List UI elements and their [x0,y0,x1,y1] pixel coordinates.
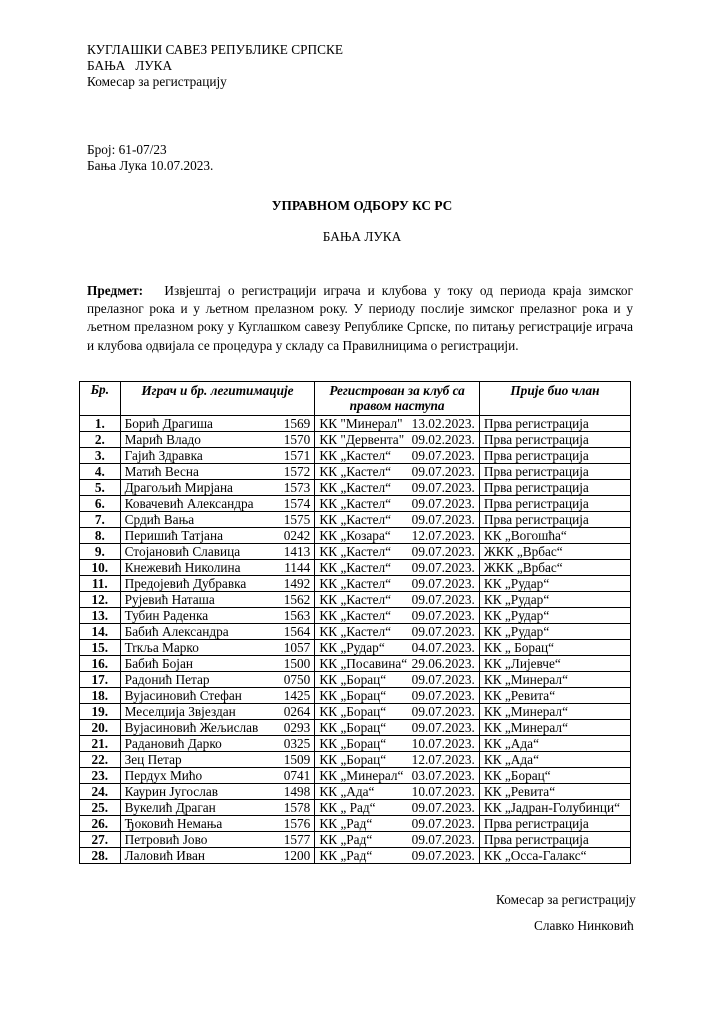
letterhead [87,42,343,90]
row-number: 21. [80,736,121,752]
row-number: 10. [80,560,121,576]
club-cell [315,544,480,560]
registration-date: 03.07.2023. [411,768,475,783]
registration-date: 12.07.2023. [411,752,475,767]
license-number: 1578 [283,800,311,815]
club-name: КК „Борац“ [319,720,387,735]
table-row [80,784,631,800]
player-name: Кнежевић Николина [124,560,241,575]
club-cell [315,592,480,608]
previous-club: Прва регистрација [479,512,630,528]
license-number: 1571 [283,448,311,463]
table-row [80,800,631,816]
license-number: 0741 [283,768,311,783]
table-row [80,544,631,560]
previous-club: КК „Минерал“ [479,704,630,720]
previous-club: Прва регистрација [479,432,630,448]
club-cell [315,512,480,528]
reference-number: Број: 61-07/23 [87,142,167,157]
row-number: 28. [80,848,121,864]
player-cell [120,464,315,480]
player-cell [120,784,315,800]
license-number: 0242 [283,528,311,543]
player-name: Бабић Бојан [124,656,193,671]
club-name: КК „Кастел“ [319,544,392,559]
column-header-club [315,382,480,416]
previous-club: КК „Рудар“ [479,576,630,592]
previous-club: КК „Борац“ [479,768,630,784]
club-name: КК „Рудар“ [319,640,385,655]
table-row [80,736,631,752]
table-row [80,720,631,736]
club-cell [315,816,480,832]
player-cell [120,800,315,816]
org-city: БАЊА ЛУКА [87,58,173,73]
license-number: 1509 [283,752,311,767]
table-row [80,688,631,704]
player-cell [120,752,315,768]
row-number: 11. [80,576,121,592]
column-header-player: Играч и бр. легитимације [120,382,315,416]
player-name: Стојановић Славица [124,544,241,559]
registration-date: 09.07.2023. [411,800,475,815]
table-row [80,768,631,784]
player-cell [120,432,315,448]
row-number: 26. [80,816,121,832]
license-number: 1413 [283,544,311,559]
club-name: КК „Рад“ [319,832,373,847]
club-name: КК „Кастел“ [319,480,392,495]
table-row [80,448,631,464]
row-number: 16. [80,656,121,672]
previous-club: Прва регистрација [479,832,630,848]
club-name: КК „Кастел“ [319,592,392,607]
license-number: 1498 [283,784,311,799]
club-name: КК „Кастел“ [319,624,392,639]
place-date: Бања Лука 10.07.2023. [87,158,214,173]
club-name: КК „ Рад“ [319,800,376,815]
license-number: 0325 [283,736,311,751]
player-name: Петровић Јово [124,832,208,847]
registration-date: 12.07.2023. [411,528,475,543]
player-name: Борић Драгиша [124,416,213,431]
table-row [80,432,631,448]
previous-club: Прва регистрација [479,480,630,496]
table-row [80,752,631,768]
player-cell [120,768,315,784]
previous-club: КК „Ревита“ [479,784,630,800]
player-cell [120,480,315,496]
table-row [80,608,631,624]
club-name: КК „Кастел“ [319,576,392,591]
row-number: 17. [80,672,121,688]
table-row [80,576,631,592]
registration-date: 09.07.2023. [411,592,475,607]
club-name: КК „Козара“ [319,528,391,543]
table-row [80,528,631,544]
registration-table [79,381,631,864]
previous-club: КК „Ада“ [479,752,630,768]
registration-date: 09.07.2023. [411,560,475,575]
row-number: 22. [80,752,121,768]
reference-block [87,142,213,174]
row-number: 24. [80,784,121,800]
club-name: КК "Дервента" [319,432,405,447]
table-row [80,848,631,864]
license-number: 1200 [283,848,311,863]
player-cell [120,528,315,544]
club-cell [315,736,480,752]
previous-club: КК „ Борац“ [479,640,630,656]
registration-date: 13.02.2023. [411,416,475,431]
table-row [80,704,631,720]
registration-date: 09.07.2023. [411,576,475,591]
table-body [80,416,631,864]
player-cell [120,416,315,432]
club-cell [315,624,480,640]
previous-club: КК „Лијевче“ [479,656,630,672]
registration-date: 09.07.2023. [411,848,475,863]
player-cell [120,832,315,848]
player-name: Перишић Татјана [124,528,223,543]
license-number: 1564 [283,624,311,639]
club-name: КК „Борац“ [319,736,387,751]
signature-name: Славко Нинковић [534,918,634,933]
registration-date: 09.02.2023. [411,432,475,447]
player-name: Срдић Вања [124,512,195,527]
subject-paragraph [87,282,633,355]
previous-club: КК „Ада“ [479,736,630,752]
player-name: Бабић Александра [124,624,229,639]
player-cell [120,640,315,656]
license-number: 1570 [283,432,311,447]
registration-date: 09.07.2023. [411,704,475,719]
subject-label: Предмет: [87,283,144,298]
previous-club: ЖКК „Врбас“ [479,560,630,576]
previous-club: КК „Рудар“ [479,608,630,624]
player-name: Рујевић Наташа [124,592,215,607]
signature-role: Комесар за регистрацију [496,892,636,907]
license-number: 1500 [283,656,311,671]
player-cell [120,496,315,512]
club-cell [315,656,480,672]
table-row [80,816,631,832]
previous-club: Прва регистрација [479,464,630,480]
row-number: 13. [80,608,121,624]
registration-date: 09.07.2023. [411,832,475,847]
player-name: Предојевић Дубравка [124,576,247,591]
club-cell [315,608,480,624]
previous-club: КК „Вогошћа“ [479,528,630,544]
license-number: 1577 [283,832,311,847]
club-name: КК „Кастел“ [319,608,392,623]
table-row [80,672,631,688]
table-row [80,512,631,528]
player-name: Ђоковић Немања [124,816,223,831]
table-row [80,464,631,480]
player-name: Матић Весна [124,464,199,479]
club-cell [315,416,480,432]
license-number: 1563 [283,608,311,623]
player-name: Вујасиновић Жељислав [124,720,259,735]
row-number: 8. [80,528,121,544]
table-row [80,480,631,496]
club-cell [315,672,480,688]
row-number: 2. [80,432,121,448]
player-name: Вујасиновић Стефан [124,688,242,703]
column-header-number: Бр. [80,382,121,416]
row-number: 1. [80,416,121,432]
table-row [80,656,631,672]
previous-club: Прва регистрација [479,448,630,464]
player-cell [120,448,315,464]
license-number: 1575 [283,512,311,527]
registration-date: 09.07.2023. [411,688,475,703]
row-number: 23. [80,768,121,784]
player-name: Каурин Југослав [124,784,219,799]
club-name: КК „Рад“ [319,816,373,831]
player-name: Ковачевић Александра [124,496,254,511]
registration-date: 09.07.2023. [411,672,475,687]
player-cell [120,720,315,736]
license-number: 1573 [283,480,311,495]
row-number: 9. [80,544,121,560]
row-number: 15. [80,640,121,656]
license-number: 1492 [283,576,311,591]
player-cell [120,560,315,576]
club-name: КК „Борац“ [319,672,387,687]
subject-text: Извјештај о регистрацији играча и клубова у току од периода краја зимског прелазног рока и у љетном прелазном року. У периоду послије зимског прелазног рока и у љетном прелазном року у Куглашком савезу Републике Српске, по питању регистрације играча и клубова одвијала се процедура у складу са Правилницима о регистрацији. [87,283,633,353]
club-name: КК „Кастел“ [319,464,392,479]
club-cell [315,848,480,864]
club-cell [315,432,480,448]
previous-club: КК „Рудар“ [479,624,630,640]
club-name: КК „Борац“ [319,752,387,767]
registration-date: 09.07.2023. [411,464,475,479]
club-cell [315,528,480,544]
club-cell [315,704,480,720]
org-name: КУГЛАШКИ САВЕЗ РЕПУБЛИКЕ СРПСКЕ [87,42,343,57]
club-cell [315,448,480,464]
row-number: 14. [80,624,121,640]
club-cell [315,496,480,512]
club-cell [315,832,480,848]
row-number: 19. [80,704,121,720]
player-cell [120,736,315,752]
club-name: КК „Рад“ [319,848,373,863]
registration-date: 04.07.2023. [411,640,475,655]
player-name: Зец Петар [124,752,182,767]
player-cell [120,608,315,624]
addressee-title: УПРАВНОМ ОДБОРУ КС РС [271,198,453,213]
previous-club: КК „Рудар“ [479,592,630,608]
license-number: 1569 [283,416,311,431]
club-cell [315,480,480,496]
club-name: КК "Минерал" [319,416,403,431]
table-row [80,560,631,576]
license-number: 1572 [283,464,311,479]
player-name: Trкља Марко [124,640,199,655]
club-cell [315,640,480,656]
player-cell [120,848,315,864]
row-number: 3. [80,448,121,464]
table-row [80,640,631,656]
registration-date: 09.07.2023. [411,816,475,831]
license-number: 1057 [283,640,311,655]
previous-club: Прва регистрација [479,496,630,512]
registration-date: 09.07.2023. [411,624,475,639]
column-header-previous: Прије био члан [479,382,630,416]
previous-club: КК „Минерал“ [479,720,630,736]
player-name: Радановић Дарко [124,736,222,751]
player-cell [120,672,315,688]
row-number: 5. [80,480,121,496]
player-cell [120,816,315,832]
previous-club: Прва регистрација [479,416,630,432]
player-name: Вукелић Драган [124,800,216,815]
previous-club: КК „Ревита“ [479,688,630,704]
row-number: 27. [80,832,121,848]
license-number: 1576 [283,816,311,831]
table-row [80,832,631,848]
club-cell [315,720,480,736]
table-row [80,592,631,608]
club-name: КК „Кастел“ [319,560,392,575]
row-number: 20. [80,720,121,736]
club-name: КК „Кастел“ [319,448,392,463]
registration-date: 09.07.2023. [411,544,475,559]
table-row [80,624,631,640]
player-cell [120,512,315,528]
club-cell [315,464,480,480]
row-number: 4. [80,464,121,480]
registration-date: 10.07.2023. [411,736,475,751]
row-number: 6. [80,496,121,512]
player-cell [120,688,315,704]
registration-date: 09.07.2023. [411,720,475,735]
player-name: Драгољић Мирјана [124,480,233,495]
player-cell [120,624,315,640]
license-number: 0293 [283,720,311,735]
table-header-row [80,382,631,416]
registration-date: 09.07.2023. [411,496,475,511]
player-cell [120,544,315,560]
previous-club: КК „Осса-Галакс“ [479,848,630,864]
previous-club: КК „Јадран-Голубинци“ [479,800,630,816]
player-cell [120,592,315,608]
club-cell [315,800,480,816]
player-name: Лаловић Иван [124,848,206,863]
registration-date: 09.07.2023. [411,448,475,463]
license-number: 1144 [284,560,311,575]
club-cell [315,784,480,800]
club-name: КК „Посавина“ [319,656,408,671]
table-row [80,416,631,432]
player-name: Радонић Петар [124,672,210,687]
club-name: КК „Борац“ [319,704,387,719]
registration-date: 09.07.2023. [411,512,475,527]
license-number: 1425 [283,688,311,703]
club-cell [315,576,480,592]
license-number: 0264 [283,704,311,719]
license-number: 1562 [283,592,311,607]
registration-date: 09.07.2023. [411,480,475,495]
club-cell [315,560,480,576]
row-number: 25. [80,800,121,816]
club-cell [315,688,480,704]
row-number: 12. [80,592,121,608]
club-name: КК „Кастел“ [319,496,392,511]
previous-club: Прва регистрација [479,816,630,832]
registration-date: 10.07.2023. [411,784,475,799]
player-cell [120,576,315,592]
registration-date: 29.06.2023. [411,656,475,671]
club-name: КК „Кастел“ [319,512,392,527]
column-header-club-label: Регистрован за клуб са правом наступа [329,383,465,413]
row-number: 18. [80,688,121,704]
club-name: КК „Борац“ [319,688,387,703]
player-name: Пердух Мићо [124,768,203,783]
player-name: Гајић Здравка [124,448,203,463]
license-number: 0750 [283,672,311,687]
table-row [80,496,631,512]
club-name: КК „Минерал“ [319,768,404,783]
org-office: Комесар за регистрацију [87,74,227,89]
player-name: Меселџија Звјездан [124,704,236,719]
player-cell [120,704,315,720]
player-name: Тубин Раденка [124,608,209,623]
license-number: 1574 [283,496,311,511]
player-name: Марић Владо [124,432,201,447]
club-name: КК „Ада“ [319,784,375,799]
addressee-city: БАЊА ЛУКА [322,229,402,244]
row-number: 7. [80,512,121,528]
player-cell [120,656,315,672]
previous-club: ЖКК „Врбас“ [479,544,630,560]
previous-club: КК „Минерал“ [479,672,630,688]
registration-date: 09.07.2023. [411,608,475,623]
club-cell [315,752,480,768]
club-cell [315,768,480,784]
